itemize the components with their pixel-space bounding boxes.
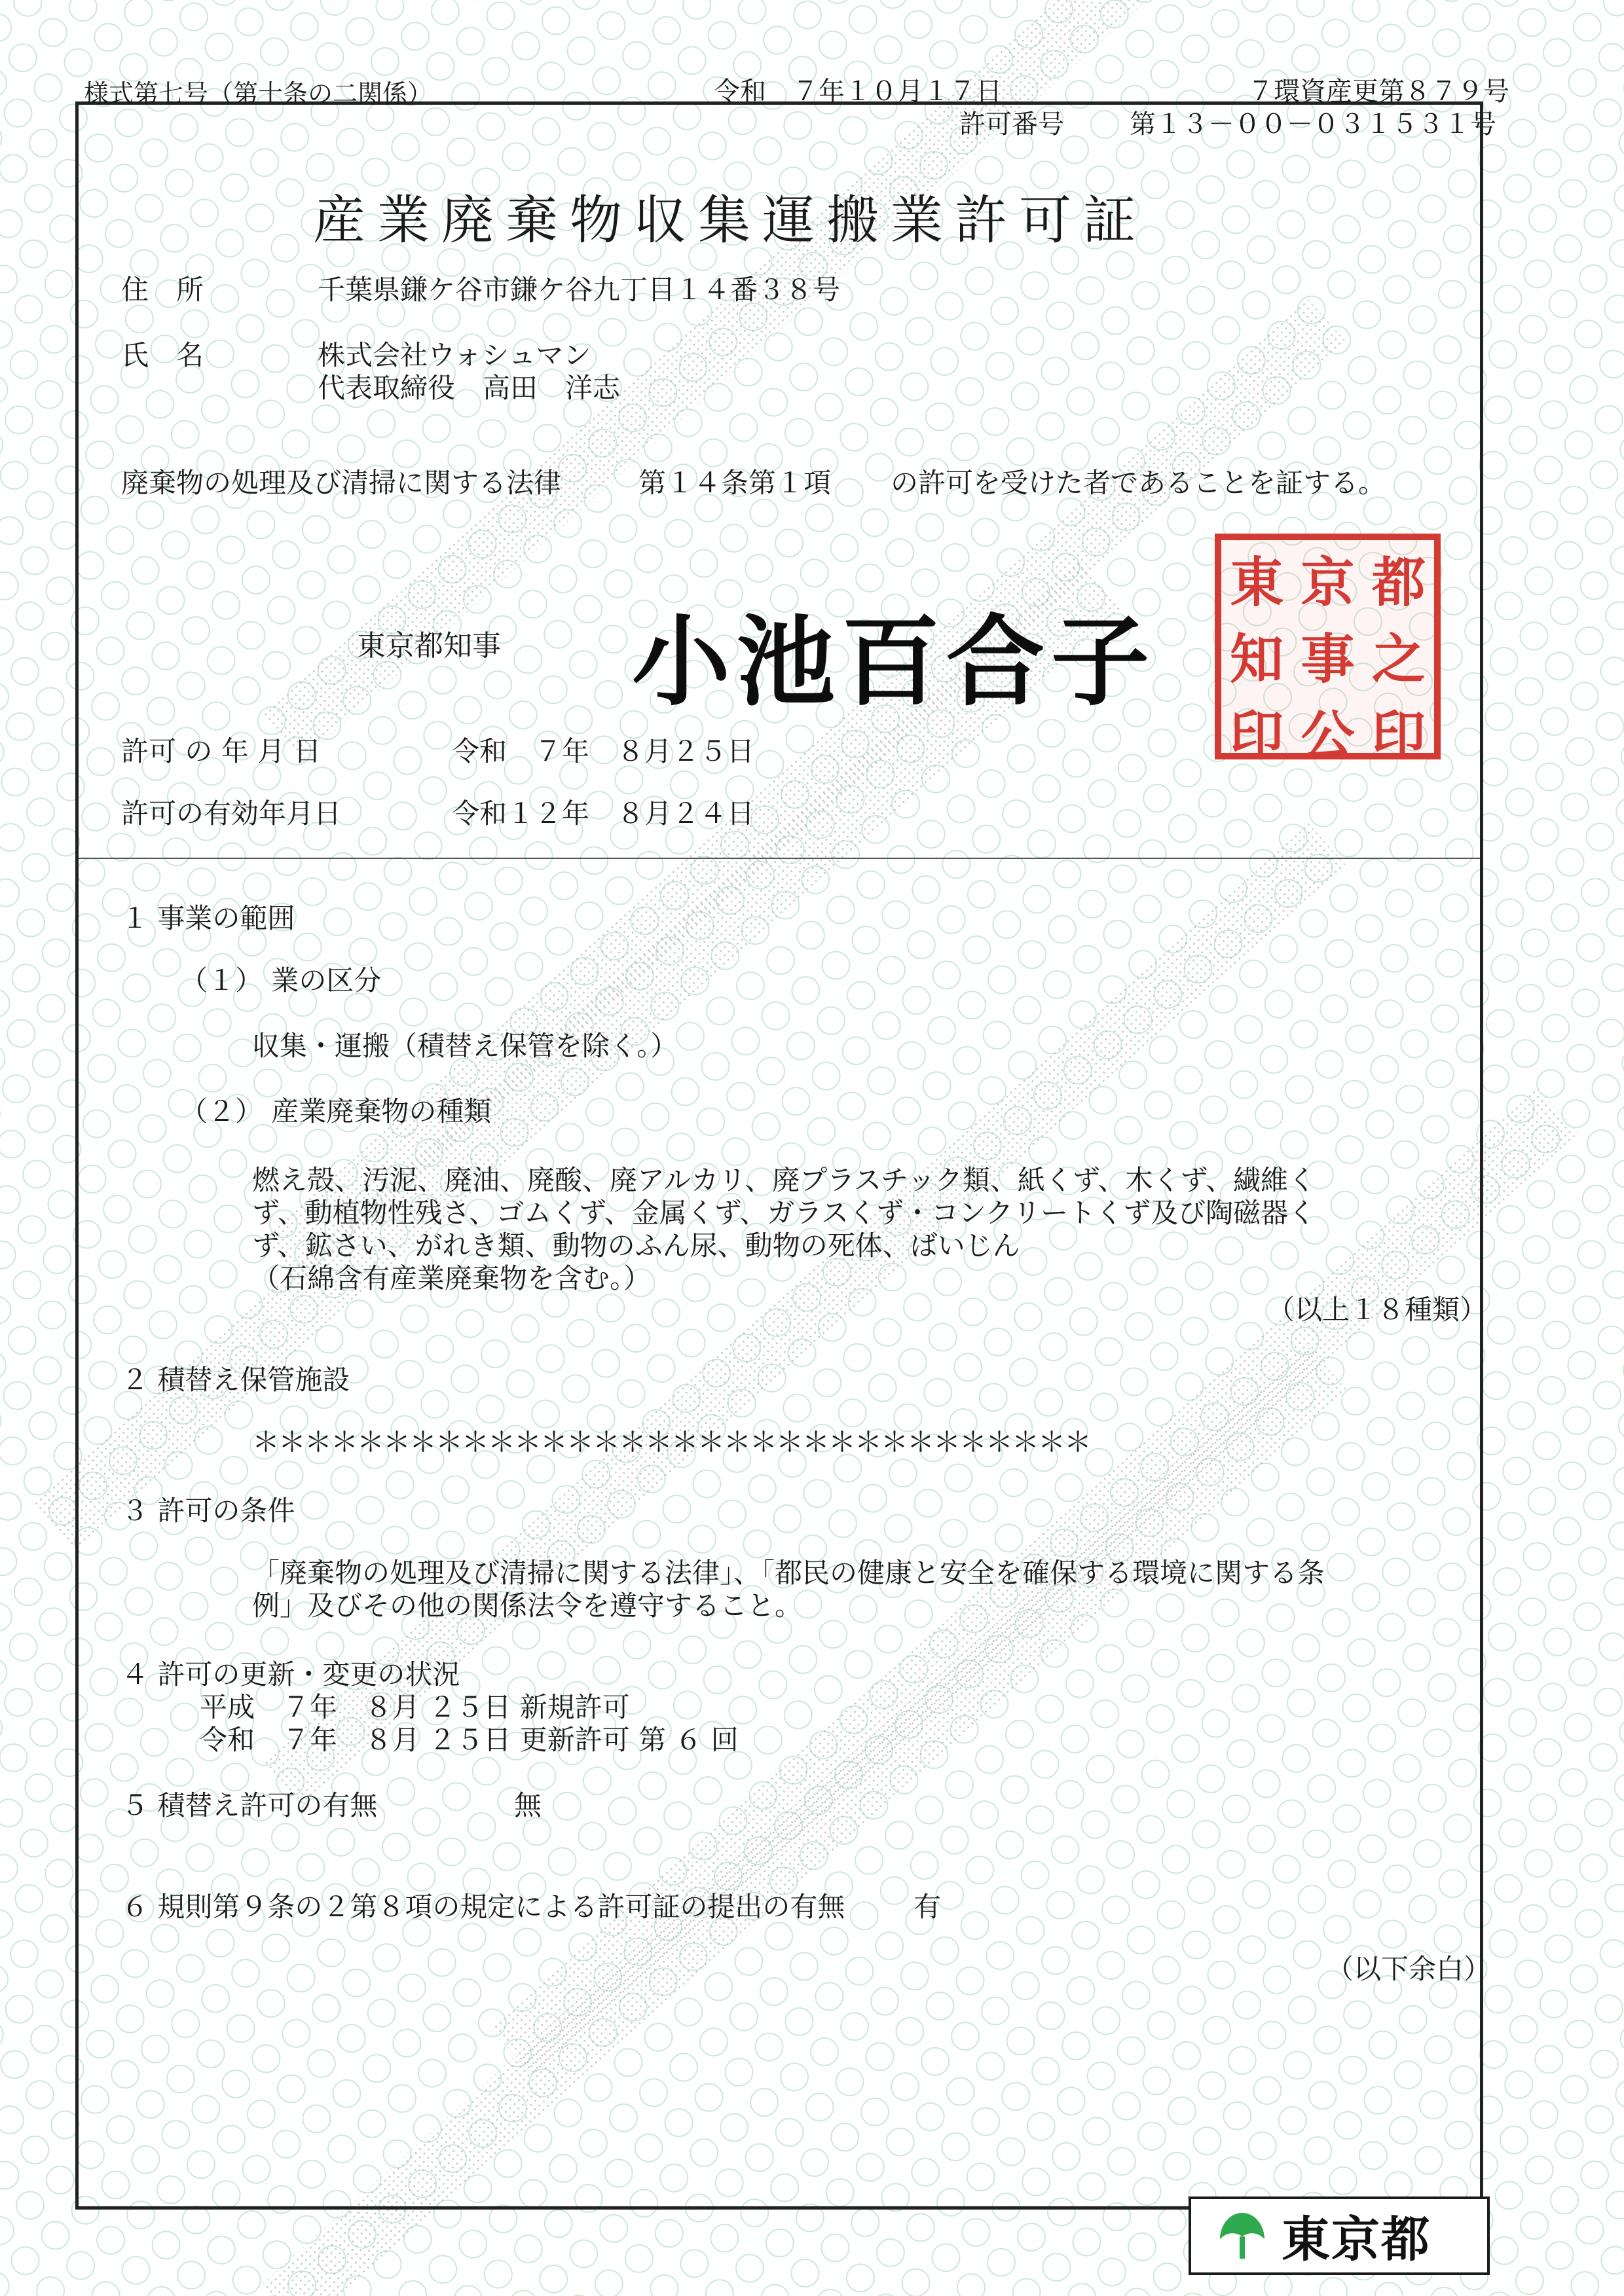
section-1-1-text: 収集・運搬（積替え保管を除く。） — [252, 1030, 678, 1062]
tokyo-metropolis-logo — [1189, 2196, 1490, 2275]
law-name: 廃棄物の処理及び清掃に関する法律 — [121, 467, 562, 499]
transfer-permit-value: 無 — [514, 1789, 542, 1821]
company-name: 株式会社ウォシュマン — [318, 339, 591, 371]
seal-character: 印 — [1230, 704, 1284, 767]
form-number: 様式第七号（第十条の二関係） — [84, 79, 433, 108]
document-number: ７環資産更第８７９号 — [1247, 77, 1509, 107]
history-line-1: 平成 ７年 ８月 ２５日 新規許可 — [200, 1691, 630, 1723]
section-1-heading: １ 事業の範囲 — [121, 902, 295, 934]
issuer-title: 東京都知事 — [357, 629, 501, 663]
section-6-heading: ６ 規則第９条の２第８項の規定による許可証の提出の有無 — [121, 1891, 845, 1923]
ginkgo-leaf-icon — [1217, 2208, 1267, 2264]
section-1-1-heading: （１） 業の区分 — [180, 964, 382, 996]
seal-character: 東 — [1230, 551, 1284, 614]
law-article: 第１４条第１項 — [638, 467, 832, 499]
name-label: 氏 名 — [121, 339, 204, 371]
conditions-line-1: 「廃棄物の処理及び清掃に関する法律」、「都民の健康と安全を確保する環境に関する条 — [252, 1557, 1325, 1589]
seal-character: 之 — [1371, 628, 1426, 691]
section-2-heading: ２ 積替え保管施設 — [121, 1364, 350, 1396]
permit-number-label: 許可番号 — [959, 109, 1064, 139]
history-line-2: 令和 ７年 ８月 ２５日 更新許可 第 ６ 回 — [200, 1724, 739, 1756]
expiry-date: 令和１２年 ８月２４日 — [452, 797, 755, 829]
seal-character: 都 — [1371, 551, 1426, 614]
section-1-2-heading: （２） 産業廃棄物の種類 — [180, 1095, 492, 1127]
section-4-heading: ４ 許可の更新・変更の状況 — [121, 1658, 460, 1690]
issue-date: 令和 ７年１０月１７日 — [714, 77, 1002, 107]
certification-statement: の許可を受けた者であることを証する。 — [891, 467, 1386, 499]
seal-character: 印 — [1371, 704, 1426, 767]
permit-date-label: 許可 の 年 月 日 — [121, 735, 322, 767]
logo-text: 東京都 — [1282, 2212, 1431, 2268]
expiry-date-label: 許可の有効年月日 — [121, 797, 342, 829]
section-divider — [79, 858, 1480, 859]
waste-types-line-1: 燃え殻、汚泥、廃油、廃酸、廃アルカリ、廃プラスチック類、紙くず、木くず、繊維く — [252, 1164, 1316, 1196]
waste-types-line-4: （石綿含有産業廃棄物を含む。） — [252, 1262, 652, 1294]
waste-types-line-3: ず、鉱さい、がれき類、動物のふん尿、動物の死体、ばいじん — [252, 1230, 1020, 1262]
official-seal — [1215, 534, 1441, 767]
section-3-heading: ３ 許可の条件 — [121, 1495, 295, 1527]
permit-number: 第１３－００－０３１５３１号 — [1130, 109, 1496, 139]
address-value: 千葉県鎌ケ谷市鎌ケ谷九丁目１４番３８号 — [318, 274, 841, 306]
submission-value: 有 — [913, 1891, 942, 1923]
seal-character: 京 — [1301, 551, 1355, 614]
waste-types-line-2: ず、動植物性残さ、ゴムくず、金属くず、ガラスくず・コンクリートくず及び陶磁器く — [252, 1197, 1316, 1229]
seal-character: 知 — [1230, 628, 1284, 691]
conditions-line-2: 例」及びその他の関係法令を遵守すること。 — [252, 1590, 803, 1622]
page-title: 産業廃棄物収集運搬業許可証 — [313, 190, 1147, 251]
permit-date: 令和 ７年 ８月２５日 — [452, 735, 755, 767]
seal-character: 公 — [1301, 704, 1355, 767]
address-label: 住 所 — [121, 274, 204, 306]
section-5-heading: ５ 積替え許可の有無 — [121, 1789, 378, 1821]
governor-signature: 小池百合子 — [632, 604, 1156, 720]
representative-name: 代表取締役 高田 洋志 — [318, 372, 621, 404]
waste-types-total: （以上１８種類） — [1267, 1294, 1488, 1326]
seal-character: 事 — [1301, 628, 1355, 691]
closing-remark: （以下余白） — [1326, 1953, 1492, 1985]
transfer-storage-value: ＊＊＊＊＊＊＊＊＊＊＊＊＊＊＊＊＊＊＊＊＊＊＊＊＊＊＊＊＊＊＊＊ — [252, 1426, 1091, 1458]
